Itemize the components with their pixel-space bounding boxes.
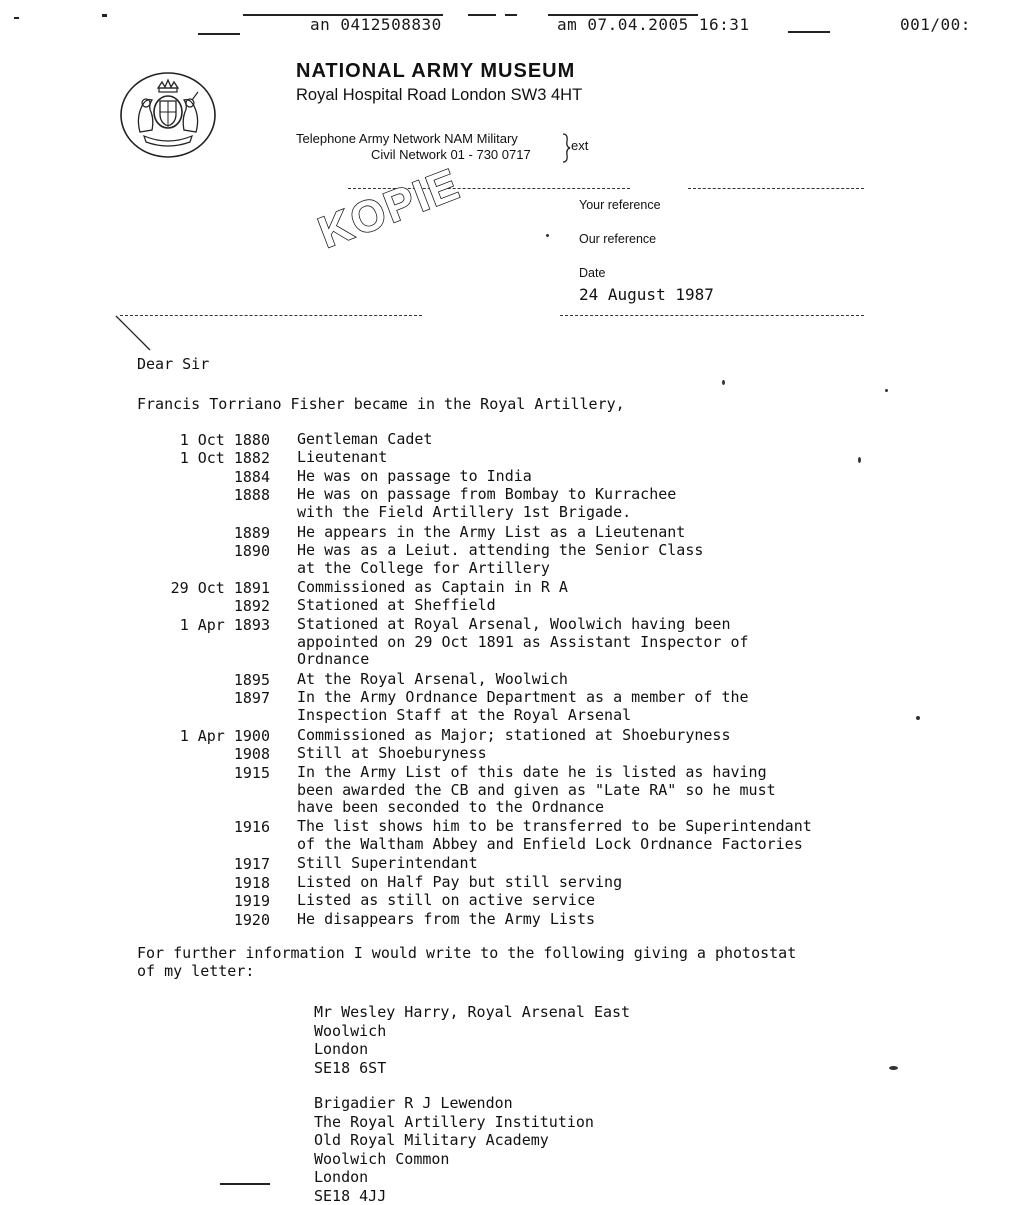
scan-speck: [858, 457, 861, 463]
fax-sender-number: an 0412508830: [310, 15, 442, 34]
service-entry-date: 1890: [140, 542, 270, 560]
address-line: Brigadier R J Lewendon: [314, 1094, 594, 1113]
telephone-army-network: Telephone Army Network NAM Military: [296, 131, 518, 147]
service-entry-date: 1897: [140, 689, 270, 707]
service-entry-text: Still Superintendant: [297, 855, 478, 873]
service-entry-text: Listed as still on active service: [297, 892, 595, 910]
scan-speck: [889, 1066, 898, 1070]
address-line: Old Royal Military Academy: [314, 1131, 594, 1150]
service-entry-date: 1917: [140, 855, 270, 873]
service-entry-date: 29 Oct 1891: [140, 579, 270, 597]
service-entry-date: 1 Apr 1893: [140, 616, 270, 634]
scan-speck: [916, 716, 920, 720]
service-entry-date: 1889: [140, 524, 270, 542]
date-label: Date: [579, 266, 605, 280]
header-divider: [120, 315, 422, 316]
service-entry-date: 1 Oct 1882: [140, 449, 270, 467]
salutation: Dear Sir: [137, 356, 209, 373]
service-entry-text: Still at Shoeburyness: [297, 745, 487, 763]
service-entry-date: 1 Oct 1880: [140, 431, 270, 449]
extension-label: ext: [571, 138, 588, 153]
service-entry-text: He was on passage from Bombay to Kurrachee with the Field Artillery 1st Brigade.: [297, 486, 676, 521]
header-divider: [688, 188, 864, 189]
service-entry-text: In the Army Ordnance Department as a member of the Inspection Staff at the Royal Arsenal: [297, 689, 749, 724]
service-entry-text: In the Army List of this date he is listed as having been awarded the CB and given as "Late RA" so he must have been seconded to the Ordnance: [297, 764, 776, 817]
letter-intro: Francis Torriano Fisher became in the Royal Artillery,: [137, 396, 625, 413]
service-entry-text: Commissioned as Major; stationed at Shoeburyness: [297, 727, 730, 745]
service-entry-date: 1920: [140, 911, 270, 929]
further-information: For further information I would write to the following giving a photostat of my letter:: [137, 944, 796, 980]
address-line: SE18 6ST: [314, 1059, 630, 1078]
your-reference-label: Your reference: [579, 198, 661, 212]
service-entry-date: 1915: [140, 764, 270, 782]
service-entry-text: Commissioned as Captain in R A: [297, 579, 568, 597]
scan-speck: [102, 14, 107, 17]
service-entry-text: He appears in the Army List as a Lieutenant: [297, 524, 685, 542]
service-entry-date: 1918: [140, 874, 270, 892]
fax-timestamp: am 07.04.2005 16:31: [557, 15, 750, 34]
header-divider: [560, 315, 864, 316]
scan-speck: [220, 1183, 270, 1185]
service-entry-text: He disappears from the Army Lists: [297, 911, 595, 929]
recipient-address-lewendon: [314, 1094, 594, 1205]
fax-header-rule: [505, 14, 517, 16]
service-entry-date: 1908: [140, 745, 270, 763]
service-entry-date: 1895: [140, 671, 270, 689]
telephone-civil-network: Civil Network 01 - 730 0717: [371, 147, 531, 163]
address-line: Mr Wesley Harry, Royal Arsenal East: [314, 1003, 630, 1022]
royal-coat-of-arms-icon: [118, 70, 218, 160]
service-entry-date: 1 Apr 1900: [140, 727, 270, 745]
fold-mark-icon: [114, 314, 154, 354]
address-line: London: [314, 1040, 630, 1059]
service-entry-text: Gentleman Cadet: [297, 431, 432, 449]
letter-date: 24 August 1987: [579, 285, 714, 304]
fax-header-rule: [468, 14, 496, 16]
address-line: London: [314, 1168, 594, 1187]
address-line: The Royal Artillery Institution: [314, 1113, 594, 1132]
address-line: Woolwich: [314, 1022, 630, 1041]
service-entry-date: 1888: [140, 486, 270, 504]
service-entry-text: Stationed at Sheffield: [297, 597, 496, 615]
scan-speck: [722, 380, 725, 385]
scan-speck: [885, 389, 888, 392]
service-entry-date: 1916: [140, 818, 270, 836]
fax-page-counter: 001/00:: [900, 15, 971, 34]
address-line: SE18 4JJ: [314, 1187, 594, 1205]
service-entry-text: He was as a Leiut. attending the Senior Class at the College for Artillery: [297, 542, 703, 577]
organisation-name: NATIONAL ARMY MUSEUM: [296, 60, 575, 83]
fax-header-rule: [788, 31, 830, 33]
address-line: Woolwich Common: [314, 1150, 594, 1169]
our-reference-label: Our reference: [579, 232, 656, 246]
service-entry-text: At the Royal Arsenal, Woolwich: [297, 671, 568, 689]
service-entry-text: Listed on Half Pay but still serving: [297, 874, 622, 892]
scan-speck: [14, 17, 19, 19]
recipient-address-wesley-harry: [314, 1003, 630, 1077]
scan-speck: [546, 234, 549, 237]
service-entry-date: 1919: [140, 892, 270, 910]
service-entry-date: 1884: [140, 468, 270, 486]
service-entry-date: 1892: [140, 597, 270, 615]
service-entry-text: Lieutenant: [297, 449, 387, 467]
service-entry-text: He was on passage to India: [297, 468, 532, 486]
organisation-address: Royal Hospital Road London SW3 4HT: [296, 86, 582, 105]
fax-header-rule: [198, 33, 240, 35]
kopie-stamp: KOPIE: [312, 159, 467, 258]
service-entry-text: The list shows him to be transferred to be Superintendant of the Waltham Abbey and Enfield Lock Ordnance Factories: [297, 818, 812, 853]
service-entry-text: Stationed at Royal Arsenal, Woolwich having been appointed on 29 Oct 1891 as Assistant Inspector of Ordnance: [297, 616, 749, 669]
